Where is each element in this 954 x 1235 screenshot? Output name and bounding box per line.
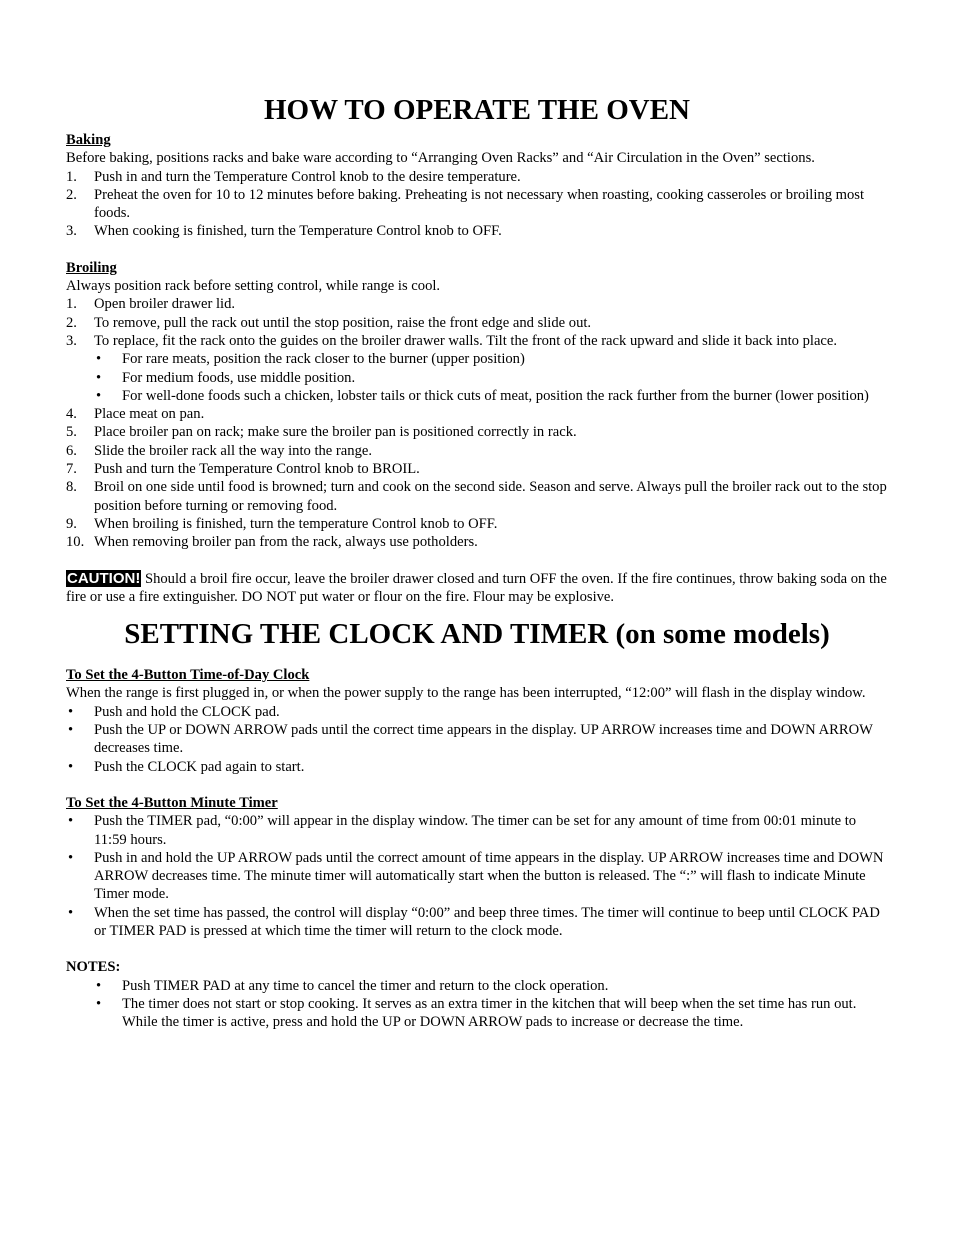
step-text: Broil on one side until food is browned; turn and cook on the second side. Season and serve. Always pull the broiler rack out to the stop position before turning or removing food. (94, 479, 887, 514)
list-item (66, 849, 888, 904)
bullet-text: The timer does not start or stop cooking. It serves as an extra timer in the kitchen that will beep when the set time has run out. While the timer is active, press and hold the UP or DOWN ARROW pads to increase or decrease the time. (122, 995, 857, 1031)
list-item (66, 314, 888, 332)
step-number: 3. (66, 223, 77, 240)
step-text: To remove, pull the rack out until the stop position, raise the front edge and slide out. (94, 314, 592, 331)
step-number: 6. (66, 442, 77, 459)
step-number: 3. (66, 332, 77, 349)
notes-heading: NOTES: (66, 959, 121, 976)
bullet-icon: • (68, 813, 74, 830)
clock-heading: To Set the 4-Button Time-of-Day Clock (66, 667, 310, 684)
step-number: 10. (66, 534, 85, 551)
baking-steps (66, 168, 888, 241)
step-text: Push and turn the Temperature Control knob to BROIL. (94, 461, 420, 478)
baking-section (66, 131, 888, 241)
bullet-text: Push and hold the CLOCK pad. (94, 703, 280, 720)
step-number: 4. (66, 406, 77, 423)
step-number: 2. (66, 314, 77, 331)
timer-bullets (66, 812, 888, 940)
list-item (66, 295, 888, 313)
bullet-icon: • (96, 995, 102, 1012)
step-number: 1. (66, 296, 77, 313)
bullet-icon: • (96, 977, 102, 994)
list-item (66, 721, 888, 758)
spacer (66, 241, 888, 259)
list-item (66, 442, 888, 460)
caution-paragraph (66, 570, 888, 607)
list-item (66, 904, 888, 941)
clock-bullets (66, 703, 888, 776)
bullet-text: For rare meats, position the rack closer to the burner (upper position) (122, 351, 525, 368)
clock-setting-section (66, 666, 888, 776)
baking-heading: Baking (66, 132, 111, 148)
spacer (66, 776, 888, 794)
step-text: Open broiler drawer lid. (94, 296, 236, 313)
step-number: 7. (66, 461, 77, 478)
list-item (66, 515, 888, 533)
bullet-icon: • (96, 351, 102, 368)
broiling-intro: Always position rack before setting control, while range is cool. (66, 278, 441, 295)
step-number: 1. (66, 168, 77, 185)
timer-heading: To Set the 4-Button Minute Timer (66, 794, 278, 811)
list-item (66, 405, 888, 423)
list-item (66, 703, 888, 721)
list-item (66, 995, 888, 1032)
step-text: Place meat on pan. (94, 406, 205, 423)
list-item (66, 977, 888, 995)
bullet-icon: • (68, 849, 74, 866)
broiling-steps (66, 295, 888, 350)
caution-badge: CAUTION! (67, 569, 141, 587)
bullet-text: Push the CLOCK pad again to start. (94, 758, 305, 775)
list-item (66, 812, 888, 849)
list-item (66, 387, 888, 405)
step-text: When broiling is finished, turn the temperature Control knob to OFF. (94, 515, 498, 532)
bullet-text: Push the TIMER pad, “0:00” will appear in the display window. The timer can be set for any amount of time from 00:01 minute to 11:59 hours. (94, 813, 857, 848)
timer-setting-section (66, 794, 888, 940)
list-item (66, 533, 888, 551)
step-number: 9. (66, 515, 77, 532)
baking-intro: Before baking, positions racks and bake ware according to “Arranging Oven Racks” and “Air Circulation in the Oven” sections. (66, 150, 815, 167)
bullet-icon: • (68, 703, 74, 720)
step-text: When cooking is finished, turn the Temperature Control knob to OFF. (94, 223, 502, 240)
list-item (66, 350, 888, 368)
list-item (66, 186, 888, 223)
list-item (66, 758, 888, 776)
list-item (66, 460, 888, 478)
list-item (66, 222, 888, 240)
step-text: Place broiler pan on rack; make sure the broiler pan is positioned correctly in rack. (94, 424, 577, 441)
bullet-icon: • (68, 904, 74, 921)
oven-section-title: HOW TO OPERATE THE OVEN (264, 94, 690, 126)
step-number: 5. (66, 424, 77, 441)
list-item (66, 423, 888, 441)
bullet-icon: • (96, 369, 102, 386)
bullet-text: For well-done foods such a chicken, lobster tails or thick cuts of meat, position the rack further from the burner (lower position) (122, 387, 869, 404)
broiling-heading: Broiling (66, 259, 117, 276)
bullet-icon: • (68, 758, 74, 775)
step-text: Slide the broiler rack all the way into the range. (94, 442, 372, 459)
rack-position-bullets (66, 350, 888, 405)
spacer (66, 940, 888, 958)
step-number: 8. (66, 479, 77, 496)
bullet-text: Push the UP or DOWN ARROW pads until the correct time appears in the display. UP ARROW increases time and DOWN ARROW decreases time. (94, 722, 873, 757)
broiling-steps-continued (66, 405, 888, 551)
notes-bullets (66, 977, 888, 1032)
step-number: 2. (66, 186, 77, 203)
list-item (66, 478, 888, 515)
list-item (66, 369, 888, 387)
bullet-text: Push TIMER PAD at any time to cancel the timer and return to the clock operation. (122, 977, 609, 994)
spacer (66, 552, 888, 570)
broiling-section (66, 259, 888, 552)
clock-section-title: SETTING THE CLOCK AND TIMER (on some models) (124, 618, 830, 651)
bullet-text: Push in and hold the UP ARROW pads until the correct amount of time appears in the display. UP ARROW increases time and DOWN ARROW decreases time. The minute timer will automatically start when the button is released. The “:” will flash to indicate Minute Timer mode. (94, 849, 884, 903)
bullet-text: When the set time has passed, the control will display “0:00” and beep three times. The timer will continue to beep until CLOCK PAD or TIMER PAD is pressed at which time the timer will return to the clock mode. (94, 904, 880, 939)
bullet-icon: • (96, 387, 102, 404)
bullet-icon: • (68, 722, 74, 739)
list-item (66, 332, 888, 350)
step-text: Preheat the oven for 10 to 12 minutes before baking. Preheating is not necessary when roasting, cooking casseroles or broiling most foods. (94, 186, 865, 222)
manual-page (66, 92, 888, 1031)
notes-section (66, 958, 888, 1031)
caution-text: Should a broil fire occur, leave the broiler drawer closed and turn OFF the oven. If the fire continues, throw baking soda on the fire or use a fire extinguisher. DO NOT put water or flour on the fire. Flour may be explosive. (66, 570, 887, 605)
clock-intro: When the range is first plugged in, or when the power supply to the range has been interrupted, “12:00” will flash in the display window. (66, 685, 866, 702)
step-text: To replace, fit the rack onto the guides on the broiler drawer walls. Tilt the front of the rack upward and slide it back into place. (94, 332, 838, 349)
list-item (66, 168, 888, 186)
bullet-text: For medium foods, use middle position. (122, 369, 356, 386)
step-text: Push in and turn the Temperature Control knob to the desire temperature. (94, 168, 521, 185)
step-text: When removing broiler pan from the rack, always use potholders. (94, 534, 478, 551)
